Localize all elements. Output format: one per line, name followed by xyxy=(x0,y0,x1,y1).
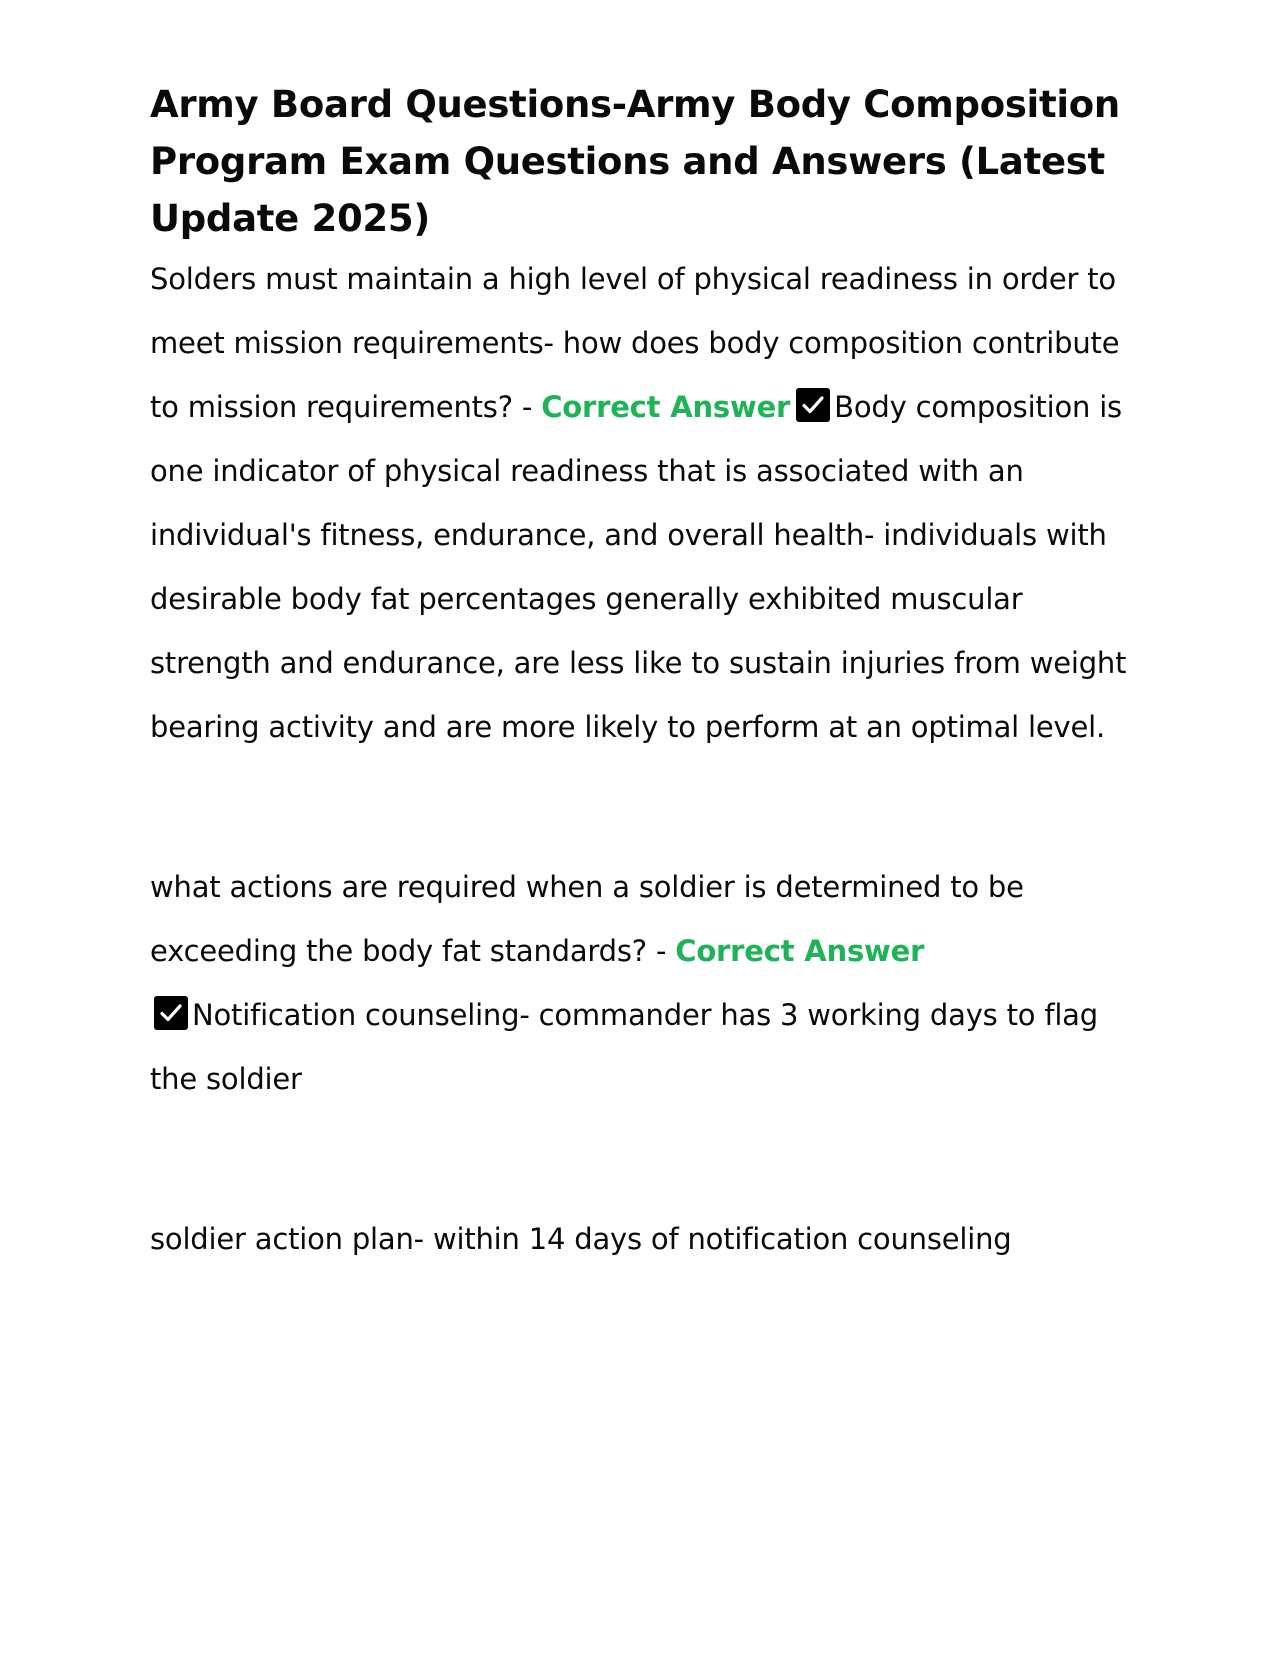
question-text: what actions are required when a soldier is determined to be exceeding the body fat standards? - xyxy=(150,870,1024,968)
document-title: Army Board Questions-Army Body Composition Program Exam Questions and Answers (Latest Update 2025) xyxy=(150,83,1120,240)
check-mark-icon xyxy=(796,388,830,422)
answer-text: Notification counseling- commander has 3 working days to flag the soldier xyxy=(150,998,1098,1096)
document-page xyxy=(150,76,1130,1271)
qa-item xyxy=(150,247,1130,759)
correct-answer-label: Correct Answer xyxy=(675,934,925,968)
answer-text: Body composition is one indicator of physical readiness that is associated with an individual's fitness, endurance, and overall health- individuals with desirable body fat percentages generally exhibited muscular strength and endurance, are less like to sustain injuries from weight bearing activity and are more likely to perform at an optimal level. xyxy=(150,390,1127,744)
continuation-text: soldier action plan- within 14 days of notification counseling xyxy=(150,1222,1012,1256)
check-mark-icon xyxy=(154,996,188,1030)
question-text: Solders must maintain a high level of physical readiness in order to meet mission requirements- how does body composition contribute to mission requirements? - xyxy=(150,262,1120,424)
correct-answer-label: Correct Answer xyxy=(541,390,791,424)
qa-item xyxy=(150,855,1130,1111)
